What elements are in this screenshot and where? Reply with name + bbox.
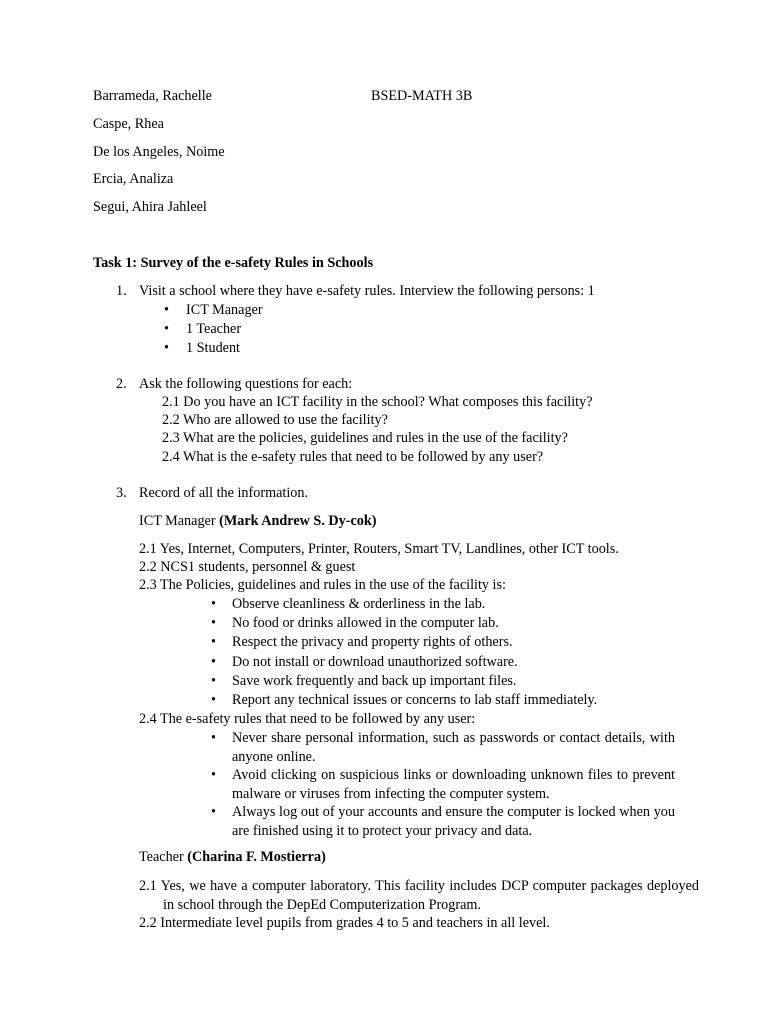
bullet-icon: • <box>211 596 216 612</box>
bullet-icon: • <box>164 302 169 318</box>
bullet-icon: • <box>211 767 216 783</box>
question-2-4: 2.4 What is the e-safety rules that need to be followed by any user? <box>162 449 544 465</box>
item-3-number: 3. <box>116 485 127 501</box>
question-2-2: 2.2 Who are allowed to use the facility? <box>162 412 388 428</box>
item-1-text: Visit a school where they have e-safety rules. Interview the following persons: 1 <box>139 283 595 299</box>
student-name-4: Ercia, Analiza <box>93 171 174 187</box>
item-2-text: Ask the following questions for each: <box>139 376 353 392</box>
person-student: 1 Student <box>186 340 240 356</box>
section-label: BSED-MATH 3B <box>371 88 473 104</box>
teacher-answer-2-1: 2.1 Yes, we have a computer laboratory. This facility includes DCP computer packages deployed in school through the DepEd Computerization Program. <box>139 878 699 913</box>
bullet-icon: • <box>211 673 216 689</box>
policy-item: No food or drinks allowed in the computer lab. <box>232 615 499 631</box>
ict-answer-2-3: 2.3 The Policies, guidelines and rules in the use of the facility is: <box>139 577 506 593</box>
person-ict-manager: ICT Manager <box>186 302 263 318</box>
question-2-3: 2.3 What are the policies, guidelines and rules in the use of the facility? <box>162 430 568 446</box>
teacher-answer-2-2: 2.2 Intermediate level pupils from grades 4 to 5 and teachers in all level. <box>139 915 550 931</box>
bullet-icon: • <box>211 615 216 631</box>
ict-manager-name: (Mark Andrew S. Dy-cok) <box>219 513 377 529</box>
item-1-number: 1. <box>116 283 127 299</box>
ict-answer-2-4: 2.4 The e-safety rules that need to be followed by any user: <box>139 711 476 727</box>
student-name-1: Barrameda, Rachelle <box>93 88 212 104</box>
item-3-text: Record of all the information. <box>139 485 309 501</box>
task-title: Task 1: Survey of the e-safety Rules in Schools <box>93 255 374 271</box>
student-name-3: De los Angeles, Noime <box>93 144 225 160</box>
esafety-rule: Avoid clicking on suspicious links or downloading unknown files to prevent malware or viruses from infecting the computer system. <box>232 767 675 802</box>
bullet-icon: • <box>164 340 169 356</box>
question-2-1: 2.1 Do you have an ICT facility in the school? What composes this facility? <box>162 394 593 410</box>
esafety-rule: Never share personal information, such as passwords or contact details, with anyone online. <box>232 730 675 765</box>
bullet-icon: • <box>164 321 169 337</box>
bullet-icon: • <box>211 730 216 746</box>
policy-item: Respect the privacy and property rights of others. <box>232 634 513 650</box>
policy-item: Save work frequently and back up important files. <box>232 673 517 689</box>
ict-manager-heading <box>139 512 376 531</box>
student-name-2: Caspe, Rhea <box>93 116 164 132</box>
teacher-label: Teacher <box>139 849 188 865</box>
bullet-icon: • <box>211 654 216 670</box>
teacher-name: (Charina F. Mostierra) <box>187 849 326 865</box>
ict-answer-2-1: 2.1 Yes, Internet, Computers, Printer, Routers, Smart TV, Landlines, other ICT tools. <box>139 541 619 557</box>
person-teacher: 1 Teacher <box>186 321 242 337</box>
teacher-heading <box>139 848 326 867</box>
esafety-rule: Always log out of your accounts and ensure the computer is locked when you are finished using it to protect your privacy and data. <box>232 804 675 839</box>
policy-item: Do not install or download unauthorized software. <box>232 654 518 670</box>
item-2-number: 2. <box>116 376 127 392</box>
ict-answer-2-2: 2.2 NCS1 students, personnel & guest <box>139 559 356 575</box>
bullet-icon: • <box>211 804 216 820</box>
policy-item: Observe cleanliness & orderliness in the lab. <box>232 596 486 612</box>
bullet-icon: • <box>211 692 216 708</box>
policy-item: Report any technical issues or concerns to lab staff immediately. <box>232 692 598 708</box>
student-name-5: Segui, Ahira Jahleel <box>93 199 207 215</box>
ict-manager-label: ICT Manager <box>139 513 220 529</box>
bullet-icon: • <box>211 634 216 650</box>
